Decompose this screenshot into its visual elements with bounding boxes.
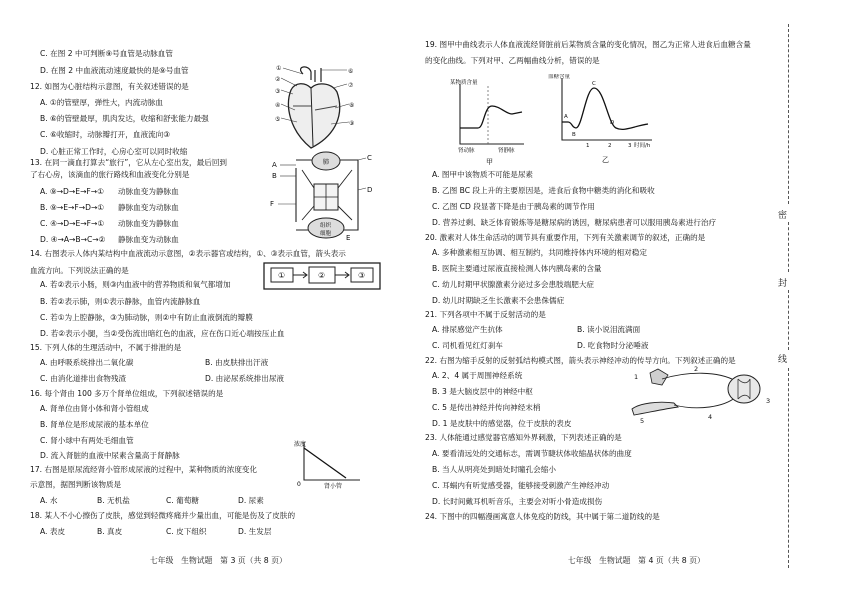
circ-label-a: A [272, 161, 277, 169]
heart-label-7: ⑦ [348, 82, 354, 89]
page-3-text-line: 14. 右图表示人体内某结构中血液流动示意图，②表示器官或结构，①、③表示血管，箭头表示 [30, 249, 346, 258]
page-3-text-line: A. 若②表示小肠，则③内血液中的营养物质和氧气都增加 [40, 280, 231, 289]
page-4-text-line: C. 司机看见红灯刹车 [432, 341, 503, 350]
page-4-text-line: C. 乙图 CD 段显著下降是由于胰岛素的调节作用 [432, 202, 595, 211]
kidney-substance-graph [450, 78, 530, 168]
page-3-text-line: D. 生发层 [238, 527, 272, 536]
page-3-text-line: D. 在图 2 中血液流动速度最快的是⑨号血管 [40, 66, 189, 75]
seal-label-3: 线 [776, 354, 786, 363]
page-4-text-line: C. 耳蜗内有听觉感受器，能够接受刺激产生神经冲动 [432, 481, 610, 490]
page-4-text-line: A. 图甲中该物质不可能是尿素 [432, 170, 534, 179]
page-3-text-line: A. 肾单位由肾小体和肾小管组成 [40, 404, 149, 413]
page-4-text-line: C. 5 是传出神经并传向神经末梢 [432, 403, 541, 412]
page-4-text-line: B. 当人从明亮处到暗处时瞳孔会缩小 [432, 465, 556, 474]
page-4-text-line: B. 乙图 BC 段上升的主要原因是，进食后食物中糖类的消化和吸收 [432, 186, 655, 195]
reflex-label-3: 3 [766, 397, 771, 405]
flow-label-2: ② [318, 271, 326, 280]
reflex-label-5: 5 [640, 417, 645, 423]
yi-name: 乙 [602, 156, 609, 164]
jia-x1-label: 肾动脉 [458, 148, 475, 154]
page-3-text-line: D. 由泌尿系统排出尿液 [205, 374, 285, 383]
page-4-text-line: 的变化曲线。下列对甲、乙两幅曲线分析，错误的是 [425, 56, 600, 65]
page-3-text-line: B. 由皮肤排出汗液 [205, 358, 269, 367]
page-4-text-line: D. 1 是皮肤中的感觉器，位于皮肤的表皮 [432, 419, 572, 428]
reflex-label-1: 1 [634, 373, 639, 381]
page-3-text-line: C. 若①为上腔静脉，③为肺动脉，则②中有防止血液倒流的瓣膜 [40, 313, 253, 322]
blood-glucose-graph [548, 74, 658, 170]
page-4-text-line: C. 幼儿时期甲状腺激素分泌过多会患肢端肥大症 [432, 280, 595, 289]
page-3-text-line: B. 真皮 [97, 527, 123, 536]
heart-label-9: ⑨ [349, 120, 355, 127]
page-3-text-line: 18. 某人不小心擦伤了皮肤，感觉到轻微疼痛并少量出血，可能是伤及了皮肤的 [30, 511, 296, 520]
yi-point-a: A [564, 114, 568, 120]
page-4-text-line: 22. 右图为缩手反射的反射弧结构模式图，箭头表示神经冲动的传导方向。下列叙述正确的是 [425, 356, 736, 365]
page-4-text-line: A. 要看清远处的交通标志，需调节睫状体收缩晶状体的曲度 [432, 449, 632, 458]
page-4-text-line: A. 多种激素相互协调、相互制约，共同维持体内环境的相对稳定 [432, 248, 647, 257]
heart-diagram [275, 60, 355, 155]
page-3-text-line: 血流方向。下列说法正确的是 [30, 266, 129, 275]
q17-x-label: 肾小管 [324, 483, 343, 490]
page-4-text-line: A. 2、4 属于周围神经系统 [432, 371, 523, 380]
heart-label-3: ③ [275, 88, 281, 95]
yi-x-label: 时间/h [634, 143, 651, 149]
page-4-text-line: D. 营养过剩、缺乏体育锻炼等是糖尿病的诱因，糖尿病患者可以服用胰岛素进行治疗 [432, 218, 717, 227]
page-3-text-line: D. ④→A→B→C→② [40, 235, 106, 244]
page-4-text-line: 19. 图甲中曲线表示人体血液流经肾脏前后某物质含量的变化情况，图乙为正常人进食后血糖含量 [425, 40, 751, 49]
circ-label-f: F [270, 200, 275, 208]
page-3-footer: 七年级 生物试题 第 3 页（共 8 页） [150, 556, 287, 565]
page-3-text-line: 17. 右图是原尿流经肾小管形成尿液的过程中，某种物质的浓度变化 [30, 465, 258, 474]
seal-line-lower [788, 290, 790, 350]
page-3-text-line: B. 若②表示肺，则①表示静脉，血管内流静脉血 [40, 297, 201, 306]
page-3-text-line: A. ⑨→D→E→F→① [40, 187, 104, 196]
heart-label-5: ⑤ [275, 116, 281, 123]
page-3-text-line: A. ①的管壁厚，弹性大，内流动脉血 [40, 98, 164, 107]
circ-label-b: B [272, 172, 277, 180]
page-3-text-line: 13. 在同一滴血打算去“旅行”，它从左心室出发，最后回到 [30, 158, 228, 167]
page-3-text-line: A. 表皮 [40, 527, 66, 536]
yi-tick-2: 2 [608, 143, 612, 149]
page-3-text-line: A. 由呼吸系统排出二氧化碳 [40, 358, 134, 367]
seal-label-2: 封 [776, 278, 786, 287]
page-4-text-line: 24. 下图中的四幅漫画寓意人体免疫的防线，其中属于第二道防线的是 [425, 512, 660, 521]
heart-label-4: ④ [275, 102, 281, 109]
page-3-text-line: C. ④→D→E→F→① [40, 219, 105, 228]
q17-y-label: 浓度 [294, 441, 307, 448]
heart-label-6: ⑥ [348, 68, 354, 75]
page-4-text-line: B. 医院主要通过尿液直接检测人体内胰岛素的含量 [432, 264, 602, 273]
page-3-text-line: A. 水 [40, 496, 58, 505]
heart-label-2: ② [275, 76, 281, 83]
page-3-text-line: 动脉血变为静脉血 [118, 187, 179, 196]
page-3-text-line: D. 若②表示小腿，当②受伤流出暗红色的血液，应在伤口近心端按压止血 [40, 329, 285, 338]
heart-label-1: ① [276, 65, 282, 72]
page-3-text-line: 动脉血变为静脉血 [118, 219, 179, 228]
page-3-text-line: B. ⑥的管壁最厚，肌肉发达，收缩和舒张能力最强 [40, 114, 209, 123]
circ-label-c: C [367, 154, 372, 162]
page-4-text-line: D. 吃食物时分泌唾液 [577, 341, 649, 350]
page-3-text-line: D. 流入肾脏的血液中尿素含量高于肾静脉 [40, 451, 180, 460]
page-3-text-line: B. 无机盐 [97, 496, 130, 505]
lung-label: 肺 [323, 159, 330, 166]
jia-x2-label: 肾静脉 [498, 148, 515, 154]
yi-point-c: C [592, 81, 596, 87]
flow-label-1: ① [278, 271, 286, 280]
page-4-text-line: B. 3 是大脑皮层中的神经中枢 [432, 387, 533, 396]
blood-flow-diagram [263, 262, 381, 290]
circulation-diagram [268, 148, 378, 243]
page-3-text-line: C. 在图 2 中可判断⑨号血管是动脉血管 [40, 49, 173, 58]
seal-line-top [788, 24, 790, 204]
page-4-text-line: D. 幼儿时期缺乏生长激素不会患侏儒症 [432, 296, 565, 305]
page-3-text-line: 16. 每个肾由 100 多万个肾单位组成，下列叙述错误的是 [30, 389, 224, 398]
yi-point-d: D [610, 120, 615, 126]
organ-label-top: 组织 [320, 223, 332, 229]
page-3-text-line: D. 尿素 [238, 496, 264, 505]
page-3-text-line: 示意图，据图判断该物质是 [30, 480, 122, 489]
seal-line-bottom [788, 368, 790, 568]
reflex-arc-diagram [628, 365, 776, 423]
yi-tick-1: 1 [586, 143, 590, 149]
page-3-text-line: C. 皮下组织 [166, 527, 207, 536]
page-3-text-line: 15. 下列人体的生理活动中，不属于排泄的是 [30, 343, 182, 352]
page-4-text-line: 21. 下列各项中不属于反射活动的是 [425, 310, 546, 319]
organ-label-bottom: 细胞 [320, 231, 332, 237]
page-3-text-line: B. ⑨→E→F→D→① [40, 203, 105, 212]
page-4-footer: 七年级 生物试题 第 4 页（共 8 页） [568, 556, 705, 565]
page-3-text-line: D. 心脏正常工作时，心房心室可以同时收缩 [40, 147, 188, 156]
heart-label-8: ⑧ [349, 102, 355, 109]
page-3-text-line: 静脉血变为动脉血 [118, 203, 179, 212]
page-3-text-line: 了右心房，该滴血的旅行路线和血液变化分别是 [30, 170, 190, 179]
page-4-text-line: B. 读小说泪流满面 [577, 325, 641, 334]
reflex-label-2: 2 [694, 365, 699, 373]
page-3-text-line: B. 肾单位是形成尿液的基本单位 [40, 420, 149, 429]
page-3-text-line: 12. 如图为心脏结构示意图，有关叙述错误的是 [30, 82, 189, 91]
seal-line-middle [788, 222, 790, 272]
concentration-graph [294, 438, 364, 490]
yi-point-b: B [572, 132, 576, 138]
q17-origin: 0 [297, 481, 301, 488]
reflex-label-4: 4 [708, 413, 713, 421]
page-3-text-line: 静脉血变为动脉血 [118, 235, 179, 244]
page-4-text-line: 23. 人体能通过感觉器官感知外界刺激，下列表述正确的是 [425, 433, 622, 442]
yi-y-label: 血糖含量 [548, 74, 571, 80]
yi-tick-3: 3 [628, 143, 632, 149]
page-3-text-line: C. ⑥收缩时，动脉瓣打开，血液流向③ [40, 130, 171, 139]
seal-label-1: 密 [776, 210, 786, 219]
page-3-text-line: C. 葡萄糖 [166, 496, 199, 505]
page-4-text-line: 20. 激素对人体生命活动的调节具有重要作用，下列有关激素调节的叙述，正确的是 [425, 233, 706, 242]
page-3-text-line: C. 肾小球中有两处毛细血管 [40, 436, 134, 445]
circ-label-e: E [346, 234, 351, 242]
page-4-text-line: A. 排尿感觉产生抗体 [432, 325, 503, 334]
flow-label-3: ③ [358, 271, 366, 280]
page-4-text-line: D. 长时间戴耳机听音乐，主要会对听小骨造成损伤 [432, 497, 603, 506]
jia-name: 甲 [486, 158, 493, 166]
page-3-text-line: C. 由消化道排出食物残渣 [40, 374, 127, 383]
circ-label-d: D [367, 186, 373, 194]
jia-y-label: 某物质含量 [450, 80, 478, 86]
